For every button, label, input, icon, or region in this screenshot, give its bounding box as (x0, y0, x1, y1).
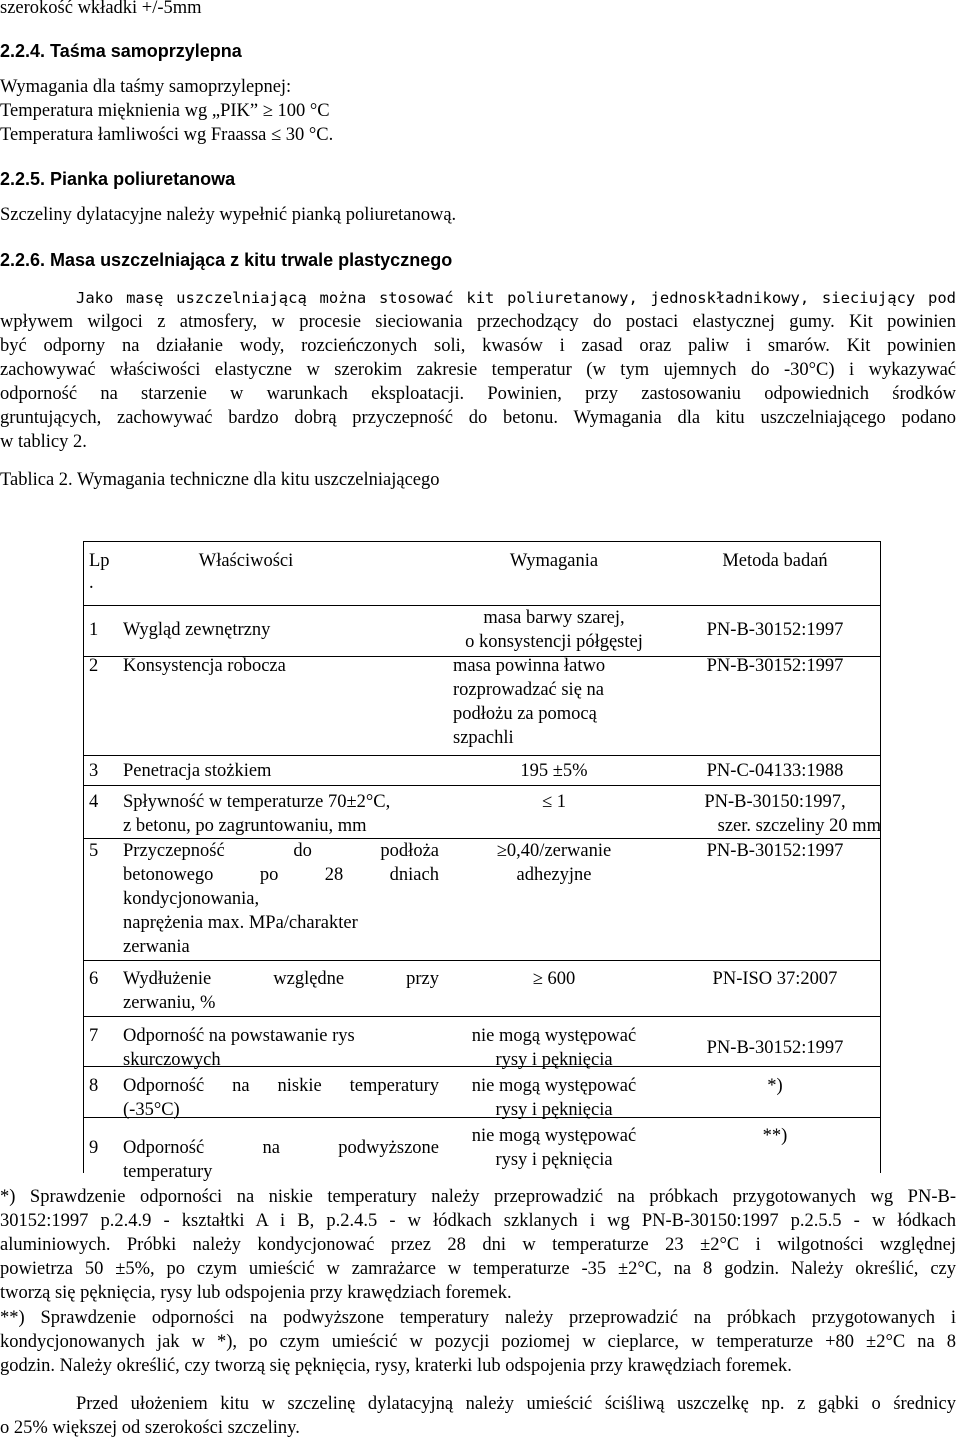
note-1-line-1: *) Sprawdzenie odporności na niskie temperatury należy przeprowadzić na próbkach przygotowanych wg PN-B- (0, 1187, 956, 1207)
table-row-5-property-4: naprężenia max. MPa/charakter (123, 913, 358, 933)
final-paragraph-line-1: Przed ułożeniem kitu w szczelinę dylatacyjną należy umieścić ściśliwą uszczelkę np. z gąbki o średnicy (76, 1394, 956, 1414)
table-row-4-property-2: z betonu, po zagruntowaniu, mm (123, 816, 367, 836)
table-row-3-method: PN-C-04133:1988 (706, 761, 844, 781)
table-row-4-property-1: Spływność w temperaturze 70±2°C, (123, 792, 391, 812)
table-row-3-property: Penetracja stożkiem (123, 761, 272, 781)
table-row-5-property-5: zerwania (123, 937, 190, 957)
table-row-7-requirement-1: nie mogą występować (471, 1026, 637, 1046)
sealant-paragraph-line-7: w tablicy 2. (0, 432, 87, 452)
note-2-line-3: godzin. Należy określić, czy tworzą się pęknięcia, rysy, kraterki lub odspojenia przy krawędziach foremek. (0, 1356, 792, 1376)
final-paragraph-line-2: o 25% większej od szerokości szczeliny. (0, 1418, 300, 1438)
tape-brittleness-temp: Temperatura łamliwości wg Fraassa ≤ 30 °C. (0, 125, 334, 145)
note-1-line-2: 30152:1997 p.2.4.9 - kształtki A i B, p.2.4.5 - w łódkach szklanych i wg PN-B-30150:1997 p.2.5.5 - w łódkach (0, 1211, 956, 1231)
table-row-5-requirement-1: ≥0,40/zerwanie (496, 841, 612, 861)
table-row-9-method: **) (762, 1126, 788, 1146)
sealant-paragraph-line-2: wpływem wilgoci z atmosfery, w procesie sieciowania przechodzący do postaci elastycznej gumy. Kit powinien (0, 312, 956, 332)
table-row-3-lp: 3 (89, 761, 99, 781)
table-row-9-requirement-1: nie mogą występować (471, 1126, 637, 1146)
sealant-paragraph-line-4: zachowywać właściwości elastyczne w szerokim zakresie temperatur (w tym ujemnych do -30°C) i wykazywać (0, 360, 956, 380)
table-caption: Tablica 2. Wymagania techniczne dla kitu uszczelniającego (0, 470, 440, 490)
sealant-paragraph-line-5: odporność na starzenie w warunkach eksploatacji. Powinien, przy zastosowaniu odpowiednich środków (0, 384, 956, 404)
note-2-line-2: kondycjonowanych jak w *), po czym umieścić w pozycji poziomej w cieplarce, w temperaturze +80 ±2°C na 8 (0, 1332, 956, 1352)
table-row-7-property-2: skurczowych (123, 1050, 221, 1070)
table-row-7-property-1: Odporność na powstawanie rys (123, 1026, 355, 1046)
header-requirements: Wymagania (509, 551, 599, 571)
table-row-6-requirement: ≥ 600 (532, 969, 576, 989)
table-row-2-requirement-3: podłożu za pomocą (453, 704, 597, 724)
table-row-3-requirement: 195 ±5% (520, 761, 588, 781)
table-row-5-property-1: Przyczepność do podłoża (123, 841, 439, 861)
table-row-1-requirement-2: o konsystencji półgęstej (465, 632, 643, 652)
table-row-7-requirement-2: rysy i pęknięcia (495, 1050, 613, 1070)
table-row-8-property-1: Odporność na niskie temperatury (123, 1076, 439, 1096)
table-row-9-property-2: temperatury (123, 1162, 213, 1182)
table-row-7-method: PN-B-30152:1997 (706, 1038, 844, 1058)
table-row-6-method: PN-ISO 37:2007 (712, 969, 838, 989)
table-row-4-method-2: szer. szczeliny 20 mm (717, 816, 881, 836)
tape-softening-temp: Temperatura mięknienia wg „PIK” ≥ 100 °C (0, 101, 330, 121)
sealant-paragraph-line-6: gruntujących, zachowywać bardzo dobrą przyczepność do betonu. Wymagania dla kitu uszczelniającego podano (0, 408, 956, 428)
table-row-6-property-1: Wydłużenie względne przy (123, 969, 439, 989)
note-1-line-3: aluminiowych. Próbki należy kondycjonować przez 28 dni w temperaturze 23 ±2°C i wilgotności względnej (0, 1235, 956, 1255)
table-row-2-lp: 2 (89, 656, 99, 676)
section-heading-2-2-5: 2.2.5. Pianka poliuretanowa (0, 169, 236, 189)
table-row-8-requirement-1: nie mogą występować (471, 1076, 637, 1096)
note-2-line-1: **) Sprawdzenie odporności na podwyższone temperatury należy przeprowadzić na próbkach przygotowanych i (0, 1308, 956, 1328)
requirements-table (83, 541, 881, 1182)
table-row-5-property-3: kondycjonowania, (123, 889, 260, 909)
table-row-5-lp: 5 (89, 841, 99, 861)
table-row-5-method: PN-B-30152:1997 (706, 841, 844, 861)
note-1-line-4: powietrza 50 ±5%, po czym umieścić w zamrażarce w temperaturze -35 ±2°C, na 8 godzin. Należy określić, czy (0, 1259, 956, 1279)
table-row-2-requirement-4: szpachli (453, 728, 514, 748)
table-row-8-lp: 8 (89, 1076, 99, 1096)
table-row-4-requirement: ≤ 1 (541, 792, 567, 812)
table-row-4-lp: 4 (89, 792, 99, 812)
table-row-8-property-2: (-35°C) (123, 1100, 180, 1120)
table-row-6-property-2: zerwaniu, % (123, 993, 216, 1013)
table-row-2-property: Konsystencja robocza (123, 656, 286, 676)
section-heading-2-2-4: 2.2.4. Taśma samoprzylepna (0, 41, 242, 61)
top-line: szerokość wkładki +/-5mm (0, 0, 202, 18)
table-row-6-lp: 6 (89, 969, 99, 989)
foam-text: Szczeliny dylatacyjne należy wypełnić pianką poliuretanową. (0, 205, 457, 225)
table-row-1-property: Wygląd zewnętrzny (123, 620, 271, 640)
table-row-9-lp: 9 (89, 1138, 99, 1158)
table-row-1-requirement-1: masa barwy szarej, (483, 608, 625, 628)
table-row-5-property-2: betonowego po 28 dniach (123, 865, 439, 885)
header-lp: Lp (89, 551, 110, 571)
table-row-9-property-1: Odporność na podwyższone (123, 1138, 439, 1158)
table-row-1-lp: 1 (89, 620, 99, 640)
table-row-2-method: PN-B-30152:1997 (706, 656, 844, 676)
table-row-2-requirement-2: rozprowadzać się na (453, 680, 604, 700)
header-properties: Właściwości (198, 551, 294, 571)
section-heading-2-2-6: 2.2.6. Masa uszczelniająca z kitu trwale plastycznego (0, 250, 453, 270)
header-lp-dot: . (89, 573, 94, 593)
tape-requirements-intro: Wymagania dla taśmy samoprzylepnej: (0, 77, 292, 97)
header-test-method: Metoda badań (722, 551, 828, 571)
table-row-8-method: *) (767, 1076, 783, 1096)
sealant-paragraph-line-3: być odporny na działanie wody, rozcieńczonych soli, kwasów i zasad oraz paliw i smarów. Kit powinien (0, 336, 956, 356)
table-row-1-method: PN-B-30152:1997 (706, 620, 844, 640)
table-row-5-requirement-2: adhezyjne (516, 865, 592, 885)
table-row-7-lp: 7 (89, 1026, 99, 1046)
table-row-4-method-1: PN-B-30150:1997, (704, 792, 846, 812)
table-row-9-requirement-2: rysy i pęknięcia (495, 1150, 613, 1170)
note-1-line-5: tworzą się pęknięcia, rysy lub odspojenia przy krawędziach foremek. (0, 1283, 512, 1303)
table-row-8-requirement-2: rysy i pęknięcia (495, 1100, 613, 1120)
sealant-paragraph-line-1: Jako masę uszczelniającą można stosować kit poliuretanowy, jednoskładnikowy, sieciujący pod (76, 289, 956, 307)
table-row-2-requirement-1: masa powinna łatwo (453, 656, 606, 676)
